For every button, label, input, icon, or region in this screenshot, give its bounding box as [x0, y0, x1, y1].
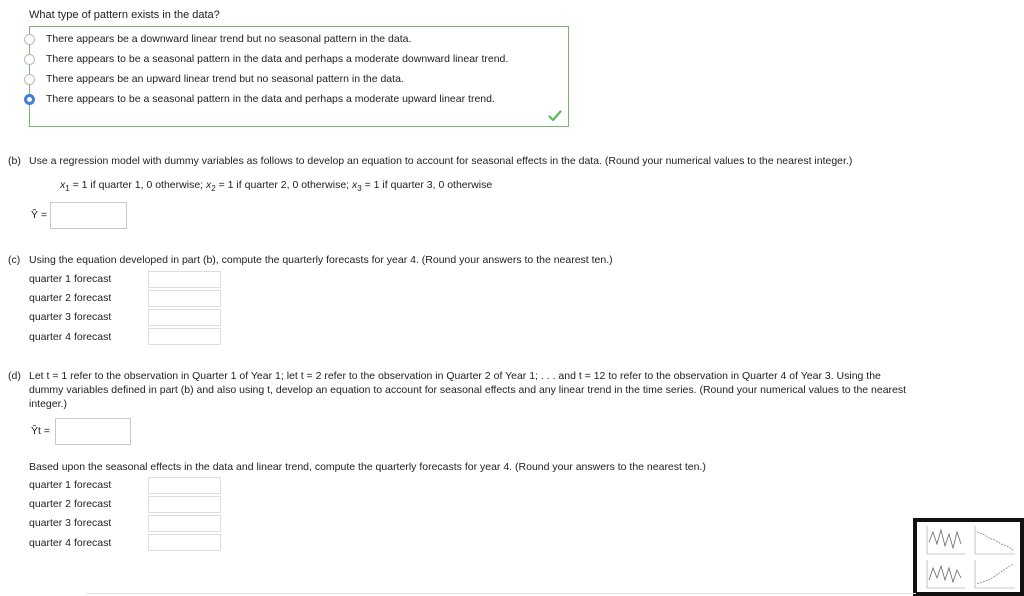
- x1-definition: = 1 if quarter 1, 0 otherwise;: [72, 179, 204, 191]
- choice-2-text: There appears to be a seasonal pattern in the data and perhaps a moderate downward linear trend.: [46, 53, 509, 65]
- bottom-divider: [86, 593, 916, 594]
- part-b-equation-input[interactable]: [50, 202, 127, 229]
- choice-3-text: There appears be an upward linear trend but no seasonal pattern in the data.: [46, 73, 404, 85]
- part-d-q3-label: quarter 3 forecast: [29, 517, 112, 529]
- part-c-q2-input[interactable]: [148, 290, 221, 307]
- part-c-q3-label: quarter 3 forecast: [29, 311, 112, 323]
- thumbnail-plots-icon: [917, 522, 1020, 592]
- part-d-q2-input[interactable]: [148, 496, 221, 513]
- part-c-q3-input[interactable]: [148, 309, 221, 326]
- part-d-followup: Based upon the seasonal effects in the data and linear trend, compute the quarterly forecasts for year 4. (Round your answers to the nearest ten.): [29, 461, 706, 473]
- dummy-variable-definitions: $x_1 = 1$ if quarter 1, 0 otherwise; $x_2 = 1$ if quarter 2, 0 otherwise; $x_3 = 1$ if quarter 3, 0 otherwise: [60, 179, 493, 194]
- part-c-q1-label: quarter 1 forecast: [29, 273, 112, 285]
- part-c-q2-label: quarter 2 forecast: [29, 292, 112, 304]
- part-d-q1-input[interactable]: [148, 477, 221, 494]
- part-c-q4-input[interactable]: [148, 328, 221, 345]
- question-title: What type of pattern exists in the data?: [29, 9, 220, 21]
- part-d-q3-input[interactable]: [148, 515, 221, 532]
- checkmark-icon: [548, 110, 562, 122]
- graph-thumbnail-image: [917, 522, 1020, 592]
- part-c-q1-input[interactable]: [148, 271, 221, 288]
- x2-definition: = 1 if quarter 2, 0 otherwise;: [218, 179, 350, 191]
- part-d-yhat-label: Ŷt =: [31, 425, 50, 437]
- part-b-instruction: Use a regression model with dummy variables as follows to develop an equation to account for seasonal effects in the data. (Round your numerical values to the nearest integer.): [29, 155, 853, 167]
- part-c-label: (c): [8, 254, 21, 266]
- part-d-line-2: dummy variables defined in part (b) and also using t, develop an equation to account for seasonal effects and any linear trend in the time series. (Round your numerical values to the nearest: [29, 384, 907, 396]
- part-c-q4-label: quarter 4 forecast: [29, 331, 112, 343]
- part-d-equation-input[interactable]: [55, 418, 131, 445]
- radio-choice-4-selected[interactable]: [24, 94, 35, 105]
- graph-thumbnail[interactable]: [913, 518, 1024, 596]
- part-d-q4-label: quarter 4 forecast: [29, 537, 112, 549]
- part-d-q1-label: quarter 1 forecast: [29, 479, 112, 491]
- part-c-instruction: Using the equation developed in part (b), compute the quarterly forecasts for year 4. (Round your answers to the nearest ten.): [29, 254, 613, 266]
- part-d-line-1: Let t = 1 refer to the observation in Quarter 1 of Year 1; let t = 2 refer to the observation in Quarter 2 of Year 1; . . . and t = 12 to refer to the observation in Quarter 4 of Year 3. Using the: [29, 370, 881, 382]
- answer-choices: [29, 26, 569, 127]
- radio-choice-3[interactable]: [24, 74, 35, 85]
- part-b-yhat-label: Ŷ =: [31, 209, 48, 221]
- choice-1-text: There appears be a downward linear trend but no seasonal pattern in the data.: [46, 33, 412, 45]
- part-d-q4-input[interactable]: [148, 534, 221, 551]
- x3-definition: = 1 if quarter 3, 0 otherwise: [364, 179, 493, 191]
- part-b-label: (b): [8, 155, 21, 167]
- choice-4-text: There appears to be a seasonal pattern in the data and perhaps a moderate upward linear trend.: [46, 93, 495, 105]
- part-d-q2-label: quarter 2 forecast: [29, 498, 112, 510]
- part-d-label: (d): [8, 370, 21, 382]
- part-d-line-3: integer.): [29, 398, 67, 410]
- radio-choice-2[interactable]: [24, 54, 35, 65]
- radio-choice-1[interactable]: [24, 34, 35, 45]
